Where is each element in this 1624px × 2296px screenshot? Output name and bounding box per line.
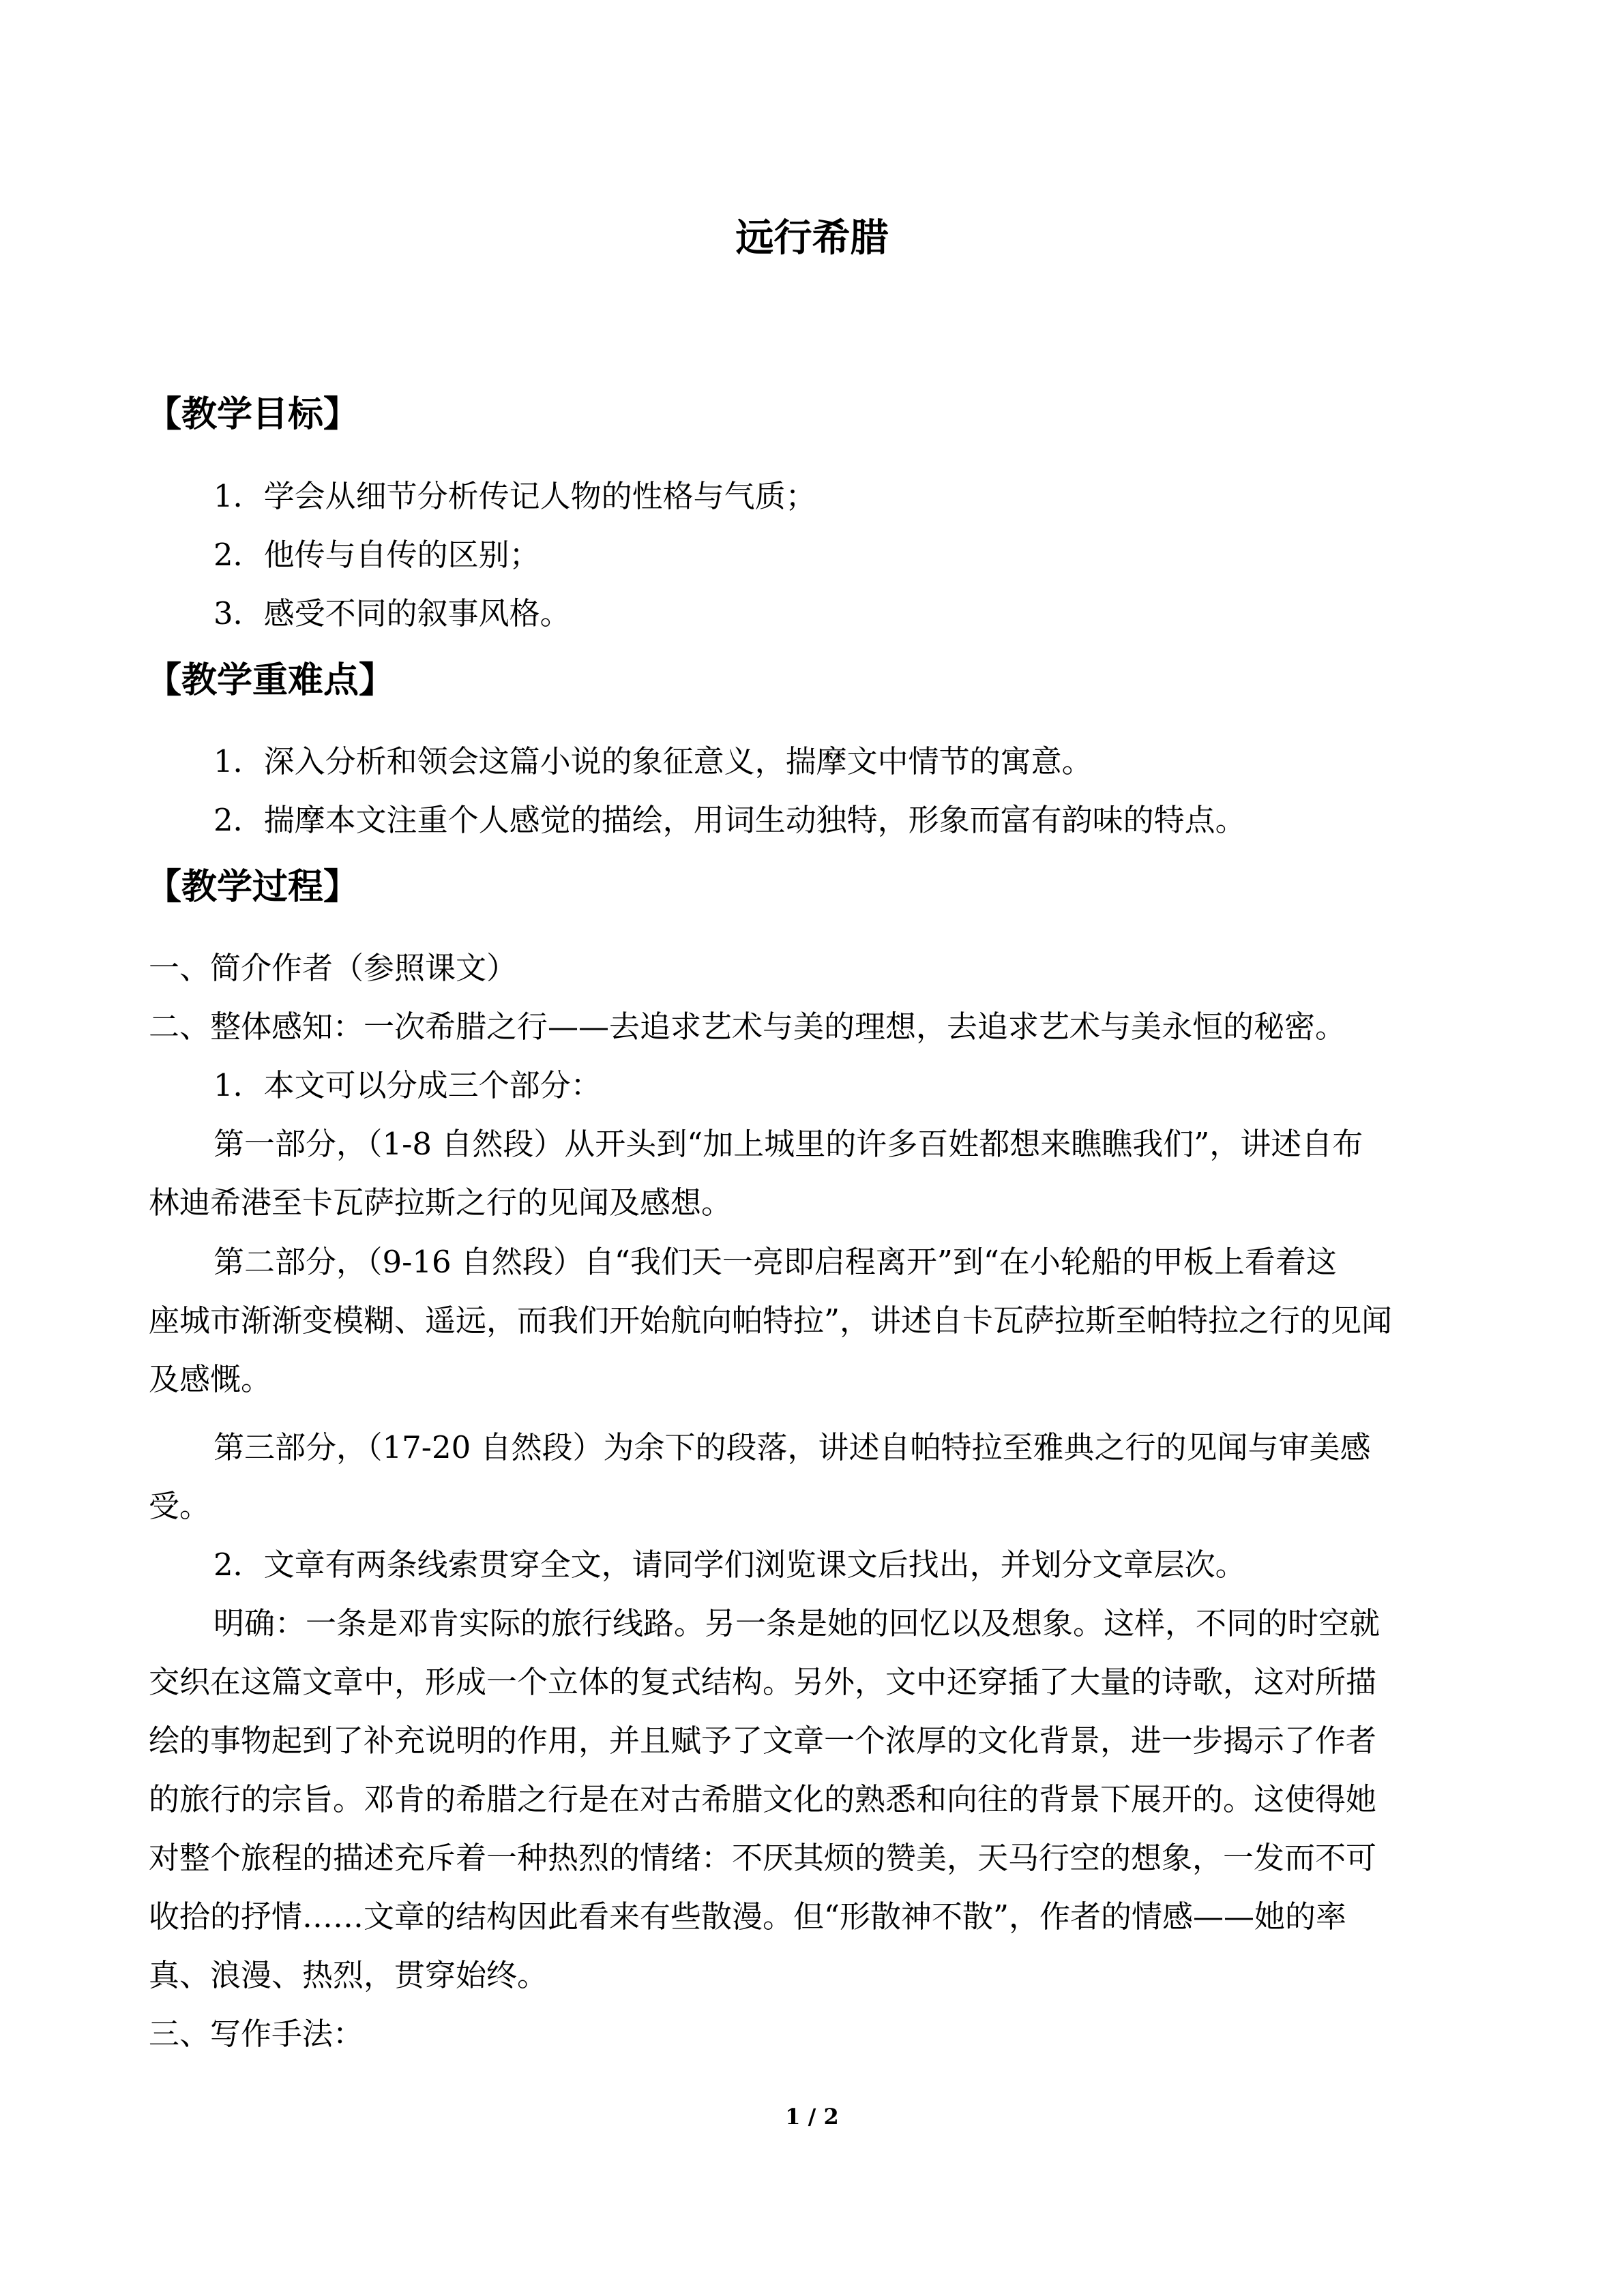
body-line: 绘的事物起到了补充说明的作用，并且赋予了文章一个浓厚的文化背景，进一步揭示了作者 [149,1723,1377,1759]
key-point-item: 2．揣摩本文注重个人感觉的描绘，用词生动独特，形象而富有韵味的特点。 [213,802,1246,838]
body-line: 1．本文可以分成三个部分： [213,1067,602,1103]
goal-item: 1．学会从细节分析传记人物的性格与气质； [213,478,816,514]
body-line: 受。 [149,1488,211,1524]
page-number: 1 / 2 [785,2104,839,2130]
body-line: 一、简介作者（参照课文） [149,950,518,986]
document-title: 远行希腊 [735,216,889,260]
body-line: 及感慨。 [149,1361,272,1397]
section-heading-goals: 【教学目标】 [146,394,359,435]
body-line: 的旅行的宗旨。邓肯的希腊之行是在对古希腊文化的熟悉和向往的背景下展开的。这使得她 [149,1781,1377,1817]
body-line: 真、浪漫、热烈，贯穿始终。 [149,1957,548,1993]
goal-item: 3．感受不同的叙事风格。 [213,595,571,631]
body-line: 第二部分，（9-16 自然段）自“我们天一亮即启程离开”到“在小轮船的甲板上看着这 [213,1244,1337,1280]
body-line: 对整个旅程的描述充斥着一种热烈的情绪：不厌其烦的赞美，天马行空的想象，一发而不可 [149,1840,1377,1876]
body-line: 交织在这篇文章中，形成一个立体的复式结构。另外，文中还穿插了大量的诗歌，这对所描 [149,1664,1377,1700]
body-line: 林迪希港至卡瓦萨拉斯之行的见闻及感想。 [149,1184,733,1221]
body-line: 第一部分，（1-8 自然段）从开头到“加上城里的许多百姓都想来瞧瞧我们”，讲述自布 [213,1126,1363,1162]
key-point-item: 1．深入分析和领会这篇小说的象征意义，揣摩文中情节的寓意。 [213,743,1093,779]
body-line: 座城市渐渐变模糊、遥远，而我们开始航向帕特拉”，讲述自卡瓦萨拉斯至帕特拉之行的见闻 [149,1302,1393,1339]
goal-item: 2．他传与自传的区别； [213,537,540,573]
section-heading-process: 【教学过程】 [146,867,359,908]
body-line: 明确：一条是邓肯实际的旅行线路。另一条是她的回忆以及想象。这样，不同的时空就 [213,1605,1381,1641]
body-line: 2．文章有两条线索贯穿全文，请同学们浏览课文后找出，并划分文章层次。 [213,1547,1246,1583]
body-line: 收拾的抒情……文章的结构因此看来有些散漫。但“形散神不散”，作者的情感——她的率 [149,1898,1347,1935]
body-line: 二、整体感知：一次希腊之行——去追求艺术与美的理想，去追求艺术与美永恒的秘密。 [149,1009,1346,1045]
body-line: 三、写作手法： [149,2016,364,2052]
section-heading-key-points: 【教学重难点】 [146,660,395,701]
body-line: 第三部分，（17-20 自然段）为余下的段落，讲述自帕特拉至雅典之行的见闻与审美感 [213,1429,1371,1465]
